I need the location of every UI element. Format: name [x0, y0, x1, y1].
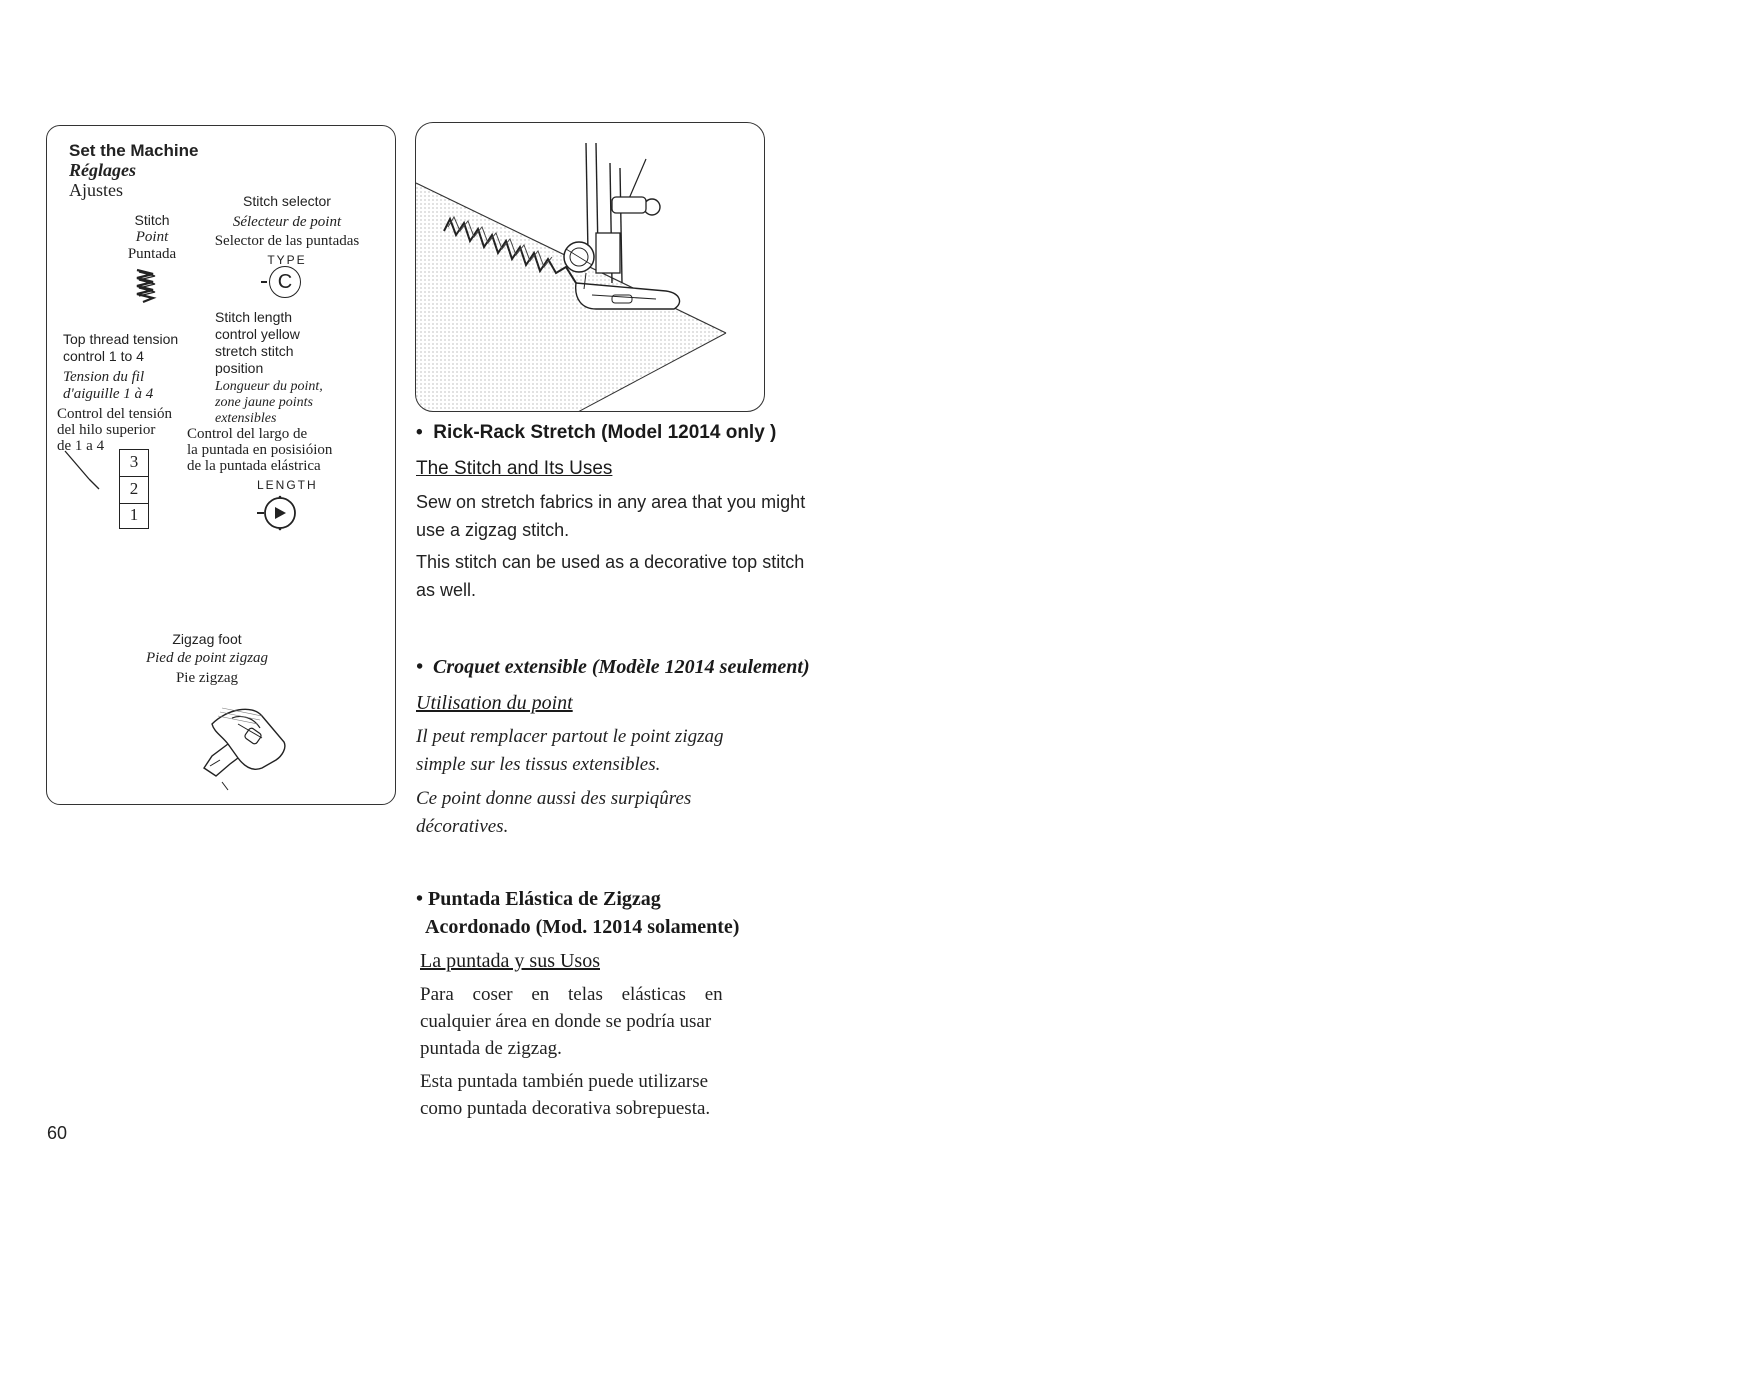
type-dial-icon: C: [269, 266, 301, 298]
paragraph-es: [420, 981, 723, 1122]
type-label: TYPE: [267, 253, 307, 267]
tension-es-line3: de 1 a 4: [57, 438, 105, 454]
foot-label-fr: Pied de point zigzag: [145, 650, 269, 666]
stitch-label-en: Stitch: [134, 212, 170, 228]
selector-label-es: Selector de las puntadas: [214, 233, 360, 249]
paragraph-en-2: This stitch can be used as a decorative top stitch as well.: [416, 552, 805, 600]
paragraph-en-1: Sew on stretch fabrics in any area that you might use a zigzag stitch.: [416, 492, 806, 540]
panel-title-es: Ajustes: [69, 180, 123, 200]
bullet: •: [416, 422, 423, 443]
length-en-line3: stretch stitch: [215, 343, 294, 359]
text-line: Para coser en telas elásticas en: [420, 984, 723, 1005]
text-line: Ce point donne aussi des surpiqûres: [416, 788, 692, 809]
stitch-label-group: [102, 212, 202, 263]
subheading-en: The Stitch and Its Uses: [416, 458, 613, 479]
length-en-line2: control yellow: [215, 326, 300, 342]
length-fr-line2: zone jaune points: [215, 395, 313, 410]
length-fr-line1: Longueur du point,: [215, 379, 323, 394]
length-en-line4: position: [215, 360, 264, 376]
tension-dial-value: 1: [129, 505, 139, 524]
selector-label-en: Stitch selector: [243, 193, 331, 209]
sewing-illustration: [415, 122, 765, 412]
length-dial-icon: [255, 494, 303, 534]
tension-dial-value: 2: [120, 477, 148, 504]
tension-fr-line2: d'aiguille 1 à 4: [63, 386, 154, 402]
tension-dial-value: 3: [120, 450, 148, 477]
tension-en-line1: Top thread tension: [63, 331, 179, 347]
zigzag-foot-icon: [192, 694, 292, 794]
panel-title-fr: Réglages: [69, 160, 136, 180]
length-label-es: [187, 426, 332, 474]
text-line: simple sur les tissus extensibles.: [416, 754, 661, 775]
settings-panel: [46, 125, 396, 805]
text-line: como puntada decorativa sobrepuesta.: [420, 1098, 711, 1119]
heading-es-line2: Acordonado (Mod. 12014 solamente): [425, 916, 740, 938]
heading-en-text: Rick-Rack Stretch (Model 12014 only ): [433, 422, 777, 443]
rick-rack-stitch-icon: [135, 268, 157, 304]
tension-label-fr: [63, 369, 153, 403]
length-label-fr: [215, 379, 323, 427]
foot-label-en: Zigzag foot: [172, 631, 242, 647]
tension-fr-line1: Tension du fil: [63, 369, 145, 385]
section-heading-en: [416, 422, 776, 444]
text-line: Esta puntada también puede utilizarse: [420, 1071, 709, 1092]
panel-title-en: Set the Machine: [69, 141, 199, 160]
selector-label-group: [197, 193, 377, 267]
tension-pointer-icon: [61, 449, 101, 509]
foot-label-es: Pie zigzag: [175, 670, 239, 686]
tension-dial: [119, 449, 149, 529]
tension-es-line2: del hilo superior: [57, 422, 156, 438]
length-label: LENGTH: [257, 478, 318, 492]
tension-label-en: [63, 331, 178, 365]
length-es-line2: la puntada en posisióion: [187, 442, 333, 458]
stitch-label-fr: Point: [135, 229, 169, 245]
heading-es-line1: Puntada Elástica de Zigzag: [428, 888, 661, 910]
page-number: 60: [47, 1123, 68, 1143]
subheading-fr: Utilisation du point: [416, 692, 573, 714]
subheading-es: La puntada y sus Usos: [420, 950, 600, 972]
tension-en-line2: control 1 to 4: [63, 348, 144, 364]
text-line: puntada de zigzag.: [420, 1038, 562, 1059]
heading-fr-text: Croquet extensible (Modèle 12014 seulement): [433, 656, 810, 678]
tension-label-es: [57, 406, 172, 454]
bullet: •: [416, 656, 424, 678]
length-fr-line3: extensibles: [215, 411, 277, 426]
bullet: •: [416, 888, 424, 910]
section-heading-es: [416, 885, 739, 941]
length-es-line3: de la puntada elástrica: [187, 458, 321, 474]
text-line: décoratives.: [416, 816, 509, 837]
length-label-en: [215, 309, 300, 377]
tension-es-line1: Control del tensión: [57, 406, 172, 422]
section-heading-fr: [416, 656, 810, 679]
paragraph-fr: [416, 723, 724, 841]
selector-label-fr: Sélecteur de point: [232, 214, 342, 230]
presser-foot-fabric-icon: [416, 123, 765, 412]
text-line: cualquier área en donde se podría usar: [420, 1011, 712, 1032]
length-es-line1: Control del largo de: [187, 426, 308, 442]
stitch-label-es: Puntada: [127, 246, 177, 262]
text-line: Il peut remplacer partout le point zigzag: [416, 726, 724, 747]
length-en-line1: Stitch length: [215, 309, 293, 325]
foot-label-group: [137, 630, 277, 688]
